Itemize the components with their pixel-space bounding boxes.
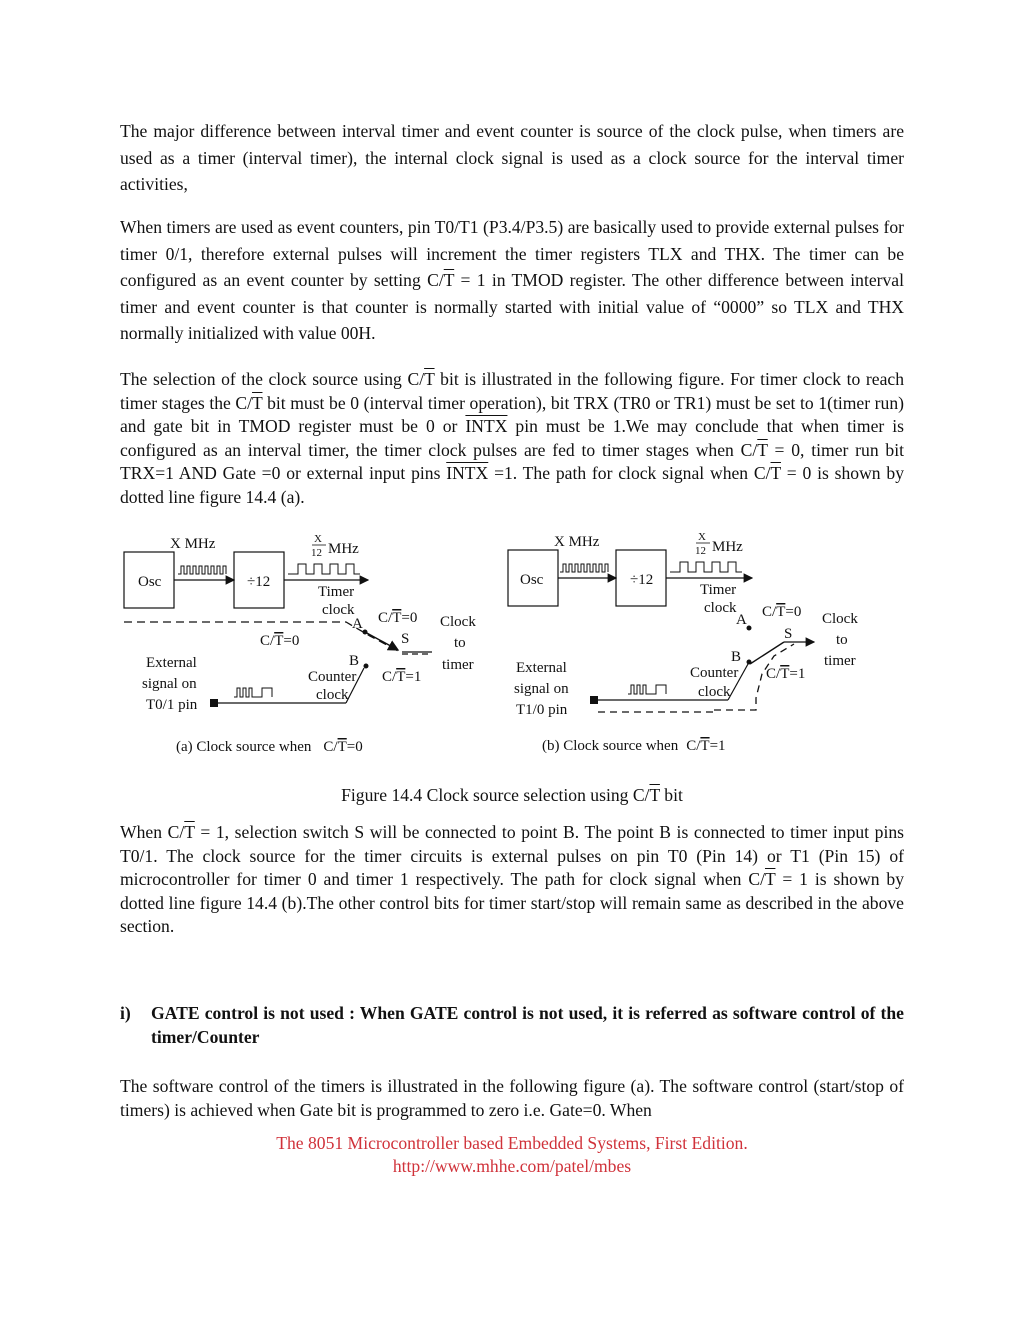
timer-label-b: Timer xyxy=(700,582,737,598)
t-bar: $\overline{T}$ xyxy=(184,822,195,842)
t-bar: $\overline{T}$ xyxy=(770,463,781,484)
pin-square-a xyxy=(210,699,218,707)
freq-den-b: 12 xyxy=(695,545,706,557)
clock-out-1-a: Clock xyxy=(440,614,476,630)
page-footer xyxy=(0,1132,1024,1178)
point-b-label-a: B xyxy=(349,653,360,669)
ext-pulse-wave-b xyxy=(628,685,666,694)
clock-source-diagram xyxy=(120,528,904,768)
clock-out-1-b: Clock xyxy=(822,611,858,627)
p2-text-b: = 1 in TMOD register. The other difference between interval timer and event counter is that counter is normally started with initial value of “0000” so TLX and THX normally initialized with value 00H. xyxy=(120,270,904,343)
osc-label-b: Osc xyxy=(520,572,544,588)
cbar-eq1-a: C/T=1 xyxy=(382,669,422,685)
t-bar: $\overline{T}$ xyxy=(424,369,435,389)
point-b-label-b: B xyxy=(731,649,742,665)
pin-label-b: T1/0 pin xyxy=(516,702,568,718)
freq-den-a: 12 xyxy=(311,547,322,559)
p3-text-d: pin must be 1.We may conclude that when timer is configured as an interval timer, the timer clock pulses are fed to timer stages when C/ xyxy=(120,416,905,460)
switch-arm-a xyxy=(365,632,398,650)
counter-label-a: Counter xyxy=(308,669,357,685)
external-label-b: External xyxy=(516,660,567,676)
p4-text-a: When C/ xyxy=(120,822,185,842)
pin-square-b xyxy=(590,696,598,704)
paragraph-6: The software control of the timers is illustrated in the following figure (a). The software control (start/stop of timers) is achieved when Gate bit is programmed to zero i.e. Gate=0. When xyxy=(120,1076,904,1120)
timer-label-a: Timer xyxy=(318,584,355,600)
subcaption-b: (b) Clock source when C/T=1 xyxy=(542,738,726,754)
p2-text-a: When timers are used as event counters, pin T0/T1 (P3.4/P3.5) are basically used to provide external pulses for timer 0/1, therefore external pulses will increment the timer registers TLX and THX. The timer can be configured as an event counter by setting C/ xyxy=(120,217,904,290)
point-a-label-b: A xyxy=(736,612,747,628)
subcaption-a: (a) Clock source when C/T=0 xyxy=(176,739,363,755)
caption-text-b: bit xyxy=(659,785,683,805)
p4-text-b: = 1, selection switch S will be connected to point B. The point B is connected to timer input pins T0/1. The clock source for the timer circuits is external pulses on pin T0 (Pin 14) or T1 (Pin 15) of microcontroller for timer 0 and timer 1 respectively. The path for clock signal when C/ xyxy=(120,822,905,890)
clock-label-b: clock xyxy=(704,600,737,616)
section-heading xyxy=(120,1002,904,1049)
slow-clock-wave-a xyxy=(288,564,360,574)
pin-label-a: T0/1 pin xyxy=(146,697,198,713)
t-bar: $\overline{T}$ xyxy=(443,270,455,290)
panel-b xyxy=(508,531,858,754)
clock-out-3-a: timer xyxy=(442,657,474,673)
point-a-label-a: A xyxy=(352,616,363,632)
caption-text-a: Figure 14.4 Clock source selection using C/ xyxy=(341,785,650,805)
switch-s-label-a: S xyxy=(401,631,410,647)
p3-text-c: bit must be 0 (interval timer operation), bit TRX (TR0 or TR1) must be set to 1(timer run) and gate bit in TMOD register must be 0 or xyxy=(120,392,904,437)
fast-clock-wave-b xyxy=(560,564,608,572)
point-b-dot-b xyxy=(747,660,752,665)
point-b-dot-a xyxy=(364,664,369,669)
ext-pulse-wave-a xyxy=(234,688,272,697)
p3-text-e: = 0, timer run bit TRX=1 AND Gate =0 or external input pins xyxy=(120,439,904,484)
signal-on-label-b: signal on xyxy=(514,681,569,697)
clock-label-a: clock xyxy=(322,602,355,618)
xmhz-label-a: X MHz xyxy=(170,536,216,552)
intx-bar: INTX xyxy=(446,463,489,484)
intx-bar: INTX xyxy=(465,416,508,437)
clock-out-2-a: to xyxy=(454,635,466,651)
t-bar: $\overline{T}$ xyxy=(649,785,660,805)
point-a-dot-b xyxy=(747,626,752,631)
t-bar: $\overline{T}$ xyxy=(764,869,776,890)
slow-clock-wave-b xyxy=(670,562,742,572)
p3-text-f: =1. The path for clock signal when C/ xyxy=(488,463,771,484)
heading-number: i) xyxy=(120,1003,131,1023)
freq-num-b: X xyxy=(698,531,706,543)
t-bar: $\overline{T}$ xyxy=(252,392,263,413)
freq-mhz-b: MHz xyxy=(712,539,743,555)
divider-label-b: ÷12 xyxy=(630,572,654,588)
xmhz-label-b: X MHz xyxy=(554,534,600,550)
freq-mhz-a: MHz xyxy=(328,541,359,557)
heading-text: GATE control is not used : When GATE control is not used, it is referred as software control of the timer/Counter xyxy=(151,1003,904,1047)
clock-out-3-b: timer xyxy=(824,653,856,669)
freq-num-a: X xyxy=(314,533,322,545)
figure-14-4 xyxy=(120,528,904,768)
figure-caption xyxy=(120,783,904,807)
paragraph-2 xyxy=(120,214,904,347)
paragraph-4 xyxy=(120,821,904,939)
external-label-a: External xyxy=(146,655,197,671)
p3-text-a: The selection of the clock source using C/ xyxy=(120,369,425,389)
paragraph-3 xyxy=(120,368,904,510)
fast-clock-wave-a xyxy=(178,566,226,574)
divider-label-a: ÷12 xyxy=(247,574,271,590)
osc-label-a: Osc xyxy=(138,574,162,590)
paragraph-1: The major difference between interval timer and event counter is source of the clock pulse, when timers are used as a timer (interval timer), the internal clock signal is used as a clock source for the interval timer activities, xyxy=(120,121,904,194)
footer-book-title: The 8051 Microcontroller based Embedded Systems, First Edition. xyxy=(276,1133,748,1153)
panel-a xyxy=(124,533,476,755)
cbar-eq0-top-a: C/T=0 xyxy=(378,610,418,626)
p4-text-c: = 1 is shown by dotted line figure 14.4 (b).The other control bits for timer start/stop will remain same as described in the above section. xyxy=(120,869,904,937)
counter-clock-label-b: clock xyxy=(698,684,731,700)
switch-arm-b xyxy=(750,642,784,664)
cbar-eq0-mid-a: C/T=0 xyxy=(260,633,300,649)
p3-text-b: bit is illustrated in the following figure. For timer clock to reach timer stages the C/ xyxy=(120,369,904,413)
cbar-eq0-top-b: C/T=0 xyxy=(762,604,802,620)
footer-url[interactable]: http://www.mhhe.com/patel/mbes xyxy=(392,1156,632,1176)
cbar-eq1-b: C/T=1 xyxy=(766,666,806,682)
p3-text-g: = 0 is shown by dotted line figure 14.4 (a). xyxy=(120,463,904,507)
switch-s-label-b: S xyxy=(784,626,793,642)
signal-on-label-a: signal on xyxy=(142,676,197,692)
clock-out-2-b: to xyxy=(836,632,848,648)
counter-label-b: Counter xyxy=(690,665,739,681)
t-bar: $\overline{T}$ xyxy=(757,439,768,460)
counter-clock-label-a: clock xyxy=(316,687,349,703)
